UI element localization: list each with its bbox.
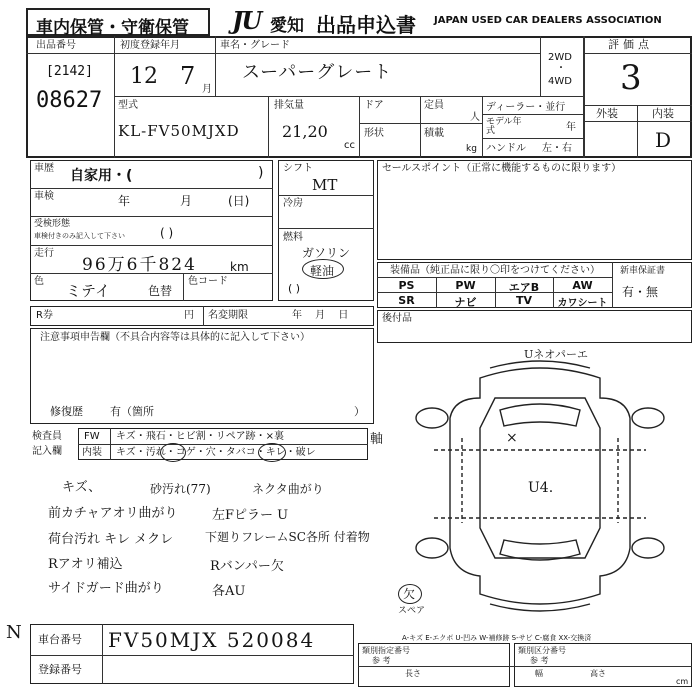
score-label: 評価点 bbox=[608, 38, 653, 51]
org-name: 愛知 bbox=[270, 16, 304, 36]
score-value: 3 bbox=[620, 58, 642, 98]
model-label: 車名・グレード bbox=[220, 40, 290, 51]
equip-sr: SR bbox=[398, 294, 415, 307]
color-code-label: 色コード bbox=[188, 276, 228, 287]
steering-label: ハンドル bbox=[486, 143, 526, 154]
acceptance-label: 受検形態 bbox=[34, 219, 71, 229]
new-car-options: 有・無 bbox=[622, 285, 659, 299]
aftermarket-label: 後付品 bbox=[382, 313, 412, 324]
color-extra: 色替 bbox=[148, 284, 173, 298]
side-mark: N bbox=[6, 622, 22, 643]
lot-number: 08627 bbox=[36, 88, 103, 113]
hand-note-right-3: 左Fピラー U bbox=[212, 508, 289, 523]
equip-navi: ナビ bbox=[454, 296, 477, 309]
inspector-label-2: 記入欄 bbox=[32, 446, 62, 457]
reg-number-label: 登録番号 bbox=[38, 663, 82, 676]
windshield bbox=[500, 404, 580, 426]
ref-box-2-sub: 参 考 bbox=[530, 656, 549, 665]
hand-note-5: サイドガード曲がり bbox=[48, 581, 164, 596]
fuel-value-2: 軽油 bbox=[310, 264, 335, 278]
repair-label: 修復歴 bbox=[50, 405, 83, 418]
interior-circle-mark bbox=[160, 443, 186, 462]
registration-month-unit: 月 bbox=[202, 84, 212, 95]
recycle-unit: 円 bbox=[184, 310, 194, 321]
diagram-mark-u4: U4. bbox=[528, 480, 554, 496]
drive-dot: ・ bbox=[556, 63, 566, 74]
chassis-value: FV50MJX 520084 bbox=[108, 628, 316, 652]
hand-note-1: キズ、 bbox=[62, 480, 102, 495]
height-label: 高さ bbox=[590, 669, 606, 678]
equip-aw: AW bbox=[572, 279, 593, 292]
lot-label: 出品番号 bbox=[36, 40, 76, 51]
inspection-month-unit: 月 bbox=[180, 194, 193, 208]
chassis-label: 車台番号 bbox=[38, 633, 82, 646]
fuel-value-1: ガソリン bbox=[302, 246, 351, 260]
hand-note-right-5: Rバンパー欠 bbox=[210, 559, 284, 574]
load-label: 積載 bbox=[424, 128, 444, 139]
aircon-label: 冷房 bbox=[283, 198, 303, 209]
wheel-front-left bbox=[416, 408, 448, 428]
type-label: 型式 bbox=[118, 100, 138, 111]
mileage-label: 走行 bbox=[34, 248, 54, 259]
aftermarket-block bbox=[377, 310, 692, 343]
recycle-label: R券 bbox=[36, 310, 53, 321]
fuel-paren: ( ) bbox=[288, 282, 301, 295]
length-label: 長さ bbox=[405, 669, 421, 678]
fuel-circle bbox=[302, 259, 344, 279]
name-change-units: 年 月 日 bbox=[292, 310, 349, 321]
interior-items: キズ・汚れ・コゲ・穴・タバコ・キレ・破レ bbox=[116, 447, 316, 458]
equip-leather-seat: カワシート bbox=[557, 298, 608, 309]
ref-box-2-label: 類別区分番号 bbox=[518, 646, 566, 655]
logo-mark: JU bbox=[232, 6, 261, 35]
equipment-label: 装備品（純正品に限り〇印をつけてください） bbox=[390, 265, 600, 276]
spare-label: スペア bbox=[398, 606, 426, 616]
load-unit: kg bbox=[466, 144, 477, 154]
registration-year: 12 bbox=[130, 64, 158, 89]
color-label: 色 bbox=[34, 276, 44, 287]
repair-close: ） bbox=[354, 405, 365, 418]
diagram-top-note: Uネオパーエ bbox=[524, 348, 589, 361]
equip-pw: PW bbox=[455, 279, 476, 292]
form-title: 出品申込書 bbox=[316, 13, 416, 37]
ref-box-1-sub: 参 考 bbox=[372, 656, 391, 665]
wheel-rear-right bbox=[632, 538, 664, 558]
interior-row-label: 内装 bbox=[82, 447, 102, 458]
registration-month: 7 bbox=[180, 62, 196, 90]
fw-label: FW bbox=[84, 431, 100, 442]
type-value: KL-FV50MJXD bbox=[118, 122, 240, 140]
capacity-label: 定員 bbox=[424, 100, 444, 111]
color-value: ミテイ bbox=[66, 282, 110, 300]
shape-label: 形状 bbox=[364, 128, 384, 139]
shift-label: シフト bbox=[283, 163, 313, 174]
sales-point-block bbox=[377, 160, 692, 260]
inspection-day-unit: (日) bbox=[228, 194, 250, 208]
shift-value: MT bbox=[312, 176, 338, 194]
hand-note-right-6: 各AU bbox=[212, 584, 246, 599]
hand-note-3: 荷台汚れ キレ メクレ bbox=[48, 532, 174, 547]
interior-label: 内装 bbox=[652, 107, 674, 120]
fw-items: キズ・飛石・ヒビ割・リペア跡・×裏 bbox=[116, 431, 284, 442]
storage-title: 車内保管・守衛保管 bbox=[36, 18, 189, 38]
history-close: ) bbox=[258, 165, 264, 181]
acceptance-paren: ( ) bbox=[160, 226, 174, 240]
capacity-unit: 人 bbox=[470, 112, 480, 123]
registration-label: 初度登録年月 bbox=[120, 40, 180, 51]
diagram-mark-x: × bbox=[506, 430, 518, 446]
ref-box-1-label: 類別指定番号 bbox=[362, 646, 410, 655]
dim-unit: cm bbox=[676, 677, 689, 686]
steering-options: 左・右 bbox=[542, 143, 572, 154]
exterior-label: 外装 bbox=[596, 107, 618, 120]
spare-mark: 欠 bbox=[403, 587, 416, 601]
displacement-label: 排気量 bbox=[274, 100, 304, 111]
door-label: ドア bbox=[364, 100, 384, 111]
association-name: JAPAN USED CAR DEALERS ASSOCIATION bbox=[434, 15, 662, 26]
hand-note-2: 前カチャアオリ曲がり bbox=[48, 506, 178, 521]
equip-ps: PS bbox=[398, 279, 415, 292]
displacement-unit: cc bbox=[344, 140, 355, 151]
hand-note-4: Rアオリ補込 bbox=[48, 557, 123, 572]
fuel-label: 燃料 bbox=[283, 232, 303, 243]
hand-note-right-2: ネクタ曲がり bbox=[252, 482, 324, 496]
history-label: 車歴 bbox=[34, 163, 54, 174]
acceptance-note: 車検付きのみ記入して下さい bbox=[34, 232, 125, 240]
hand-note-right-4: 下廻りフレームSC各所 付着物 bbox=[205, 530, 370, 544]
history-value: 自家用・( bbox=[70, 168, 133, 184]
drive-2wd: 2WD bbox=[548, 52, 572, 63]
equip-tv: TV bbox=[515, 294, 533, 307]
model-grade: スーパーグレート bbox=[242, 62, 393, 83]
interior-value: D bbox=[655, 128, 672, 152]
rear-window bbox=[500, 540, 580, 560]
sales-point-label: セールスポイント（正常に機能するものに限ります） bbox=[382, 163, 622, 174]
inspection-year-unit: 年 bbox=[118, 194, 131, 208]
mileage-unit: km bbox=[230, 260, 249, 274]
damage-legend: A-キズ E-エクボ U-凹み W-補修跡 S-サビ C-腐食 XX-交換済 bbox=[402, 634, 592, 642]
dealer-label: ディーラー・並行 bbox=[486, 102, 566, 113]
mileage-value: 96万6千824 bbox=[82, 255, 197, 275]
equip-airbag: エアB bbox=[508, 281, 540, 294]
storage-title-box bbox=[26, 8, 210, 36]
notes-label: 注意事項申告欄（不具合内容等は具体的に記入して下さい） bbox=[40, 332, 310, 343]
model-year-label: モデル年式 bbox=[486, 117, 522, 136]
name-change-label: 名変期限 bbox=[208, 310, 248, 321]
displacement-value: 21,20 bbox=[282, 122, 328, 141]
lot-code: [2142] bbox=[46, 64, 93, 79]
inspection-label: 車検 bbox=[34, 191, 54, 202]
drive-4wd: 4WD bbox=[548, 76, 572, 87]
new-car-label: 新車保証書 bbox=[620, 266, 666, 276]
wheel-rear-left bbox=[416, 538, 448, 558]
year-unit: 年 bbox=[566, 122, 576, 133]
width-label: 幅 bbox=[535, 669, 543, 678]
inspector-label-1: 検査員 bbox=[32, 431, 62, 442]
interior-circle-mark-2 bbox=[258, 443, 286, 462]
fw-note: 軸 bbox=[370, 432, 384, 447]
repair-value: 有（箇所 bbox=[110, 405, 154, 418]
wheel-front-right bbox=[632, 408, 664, 428]
hand-note-right-1: 砂汚れ(77) bbox=[150, 482, 211, 496]
